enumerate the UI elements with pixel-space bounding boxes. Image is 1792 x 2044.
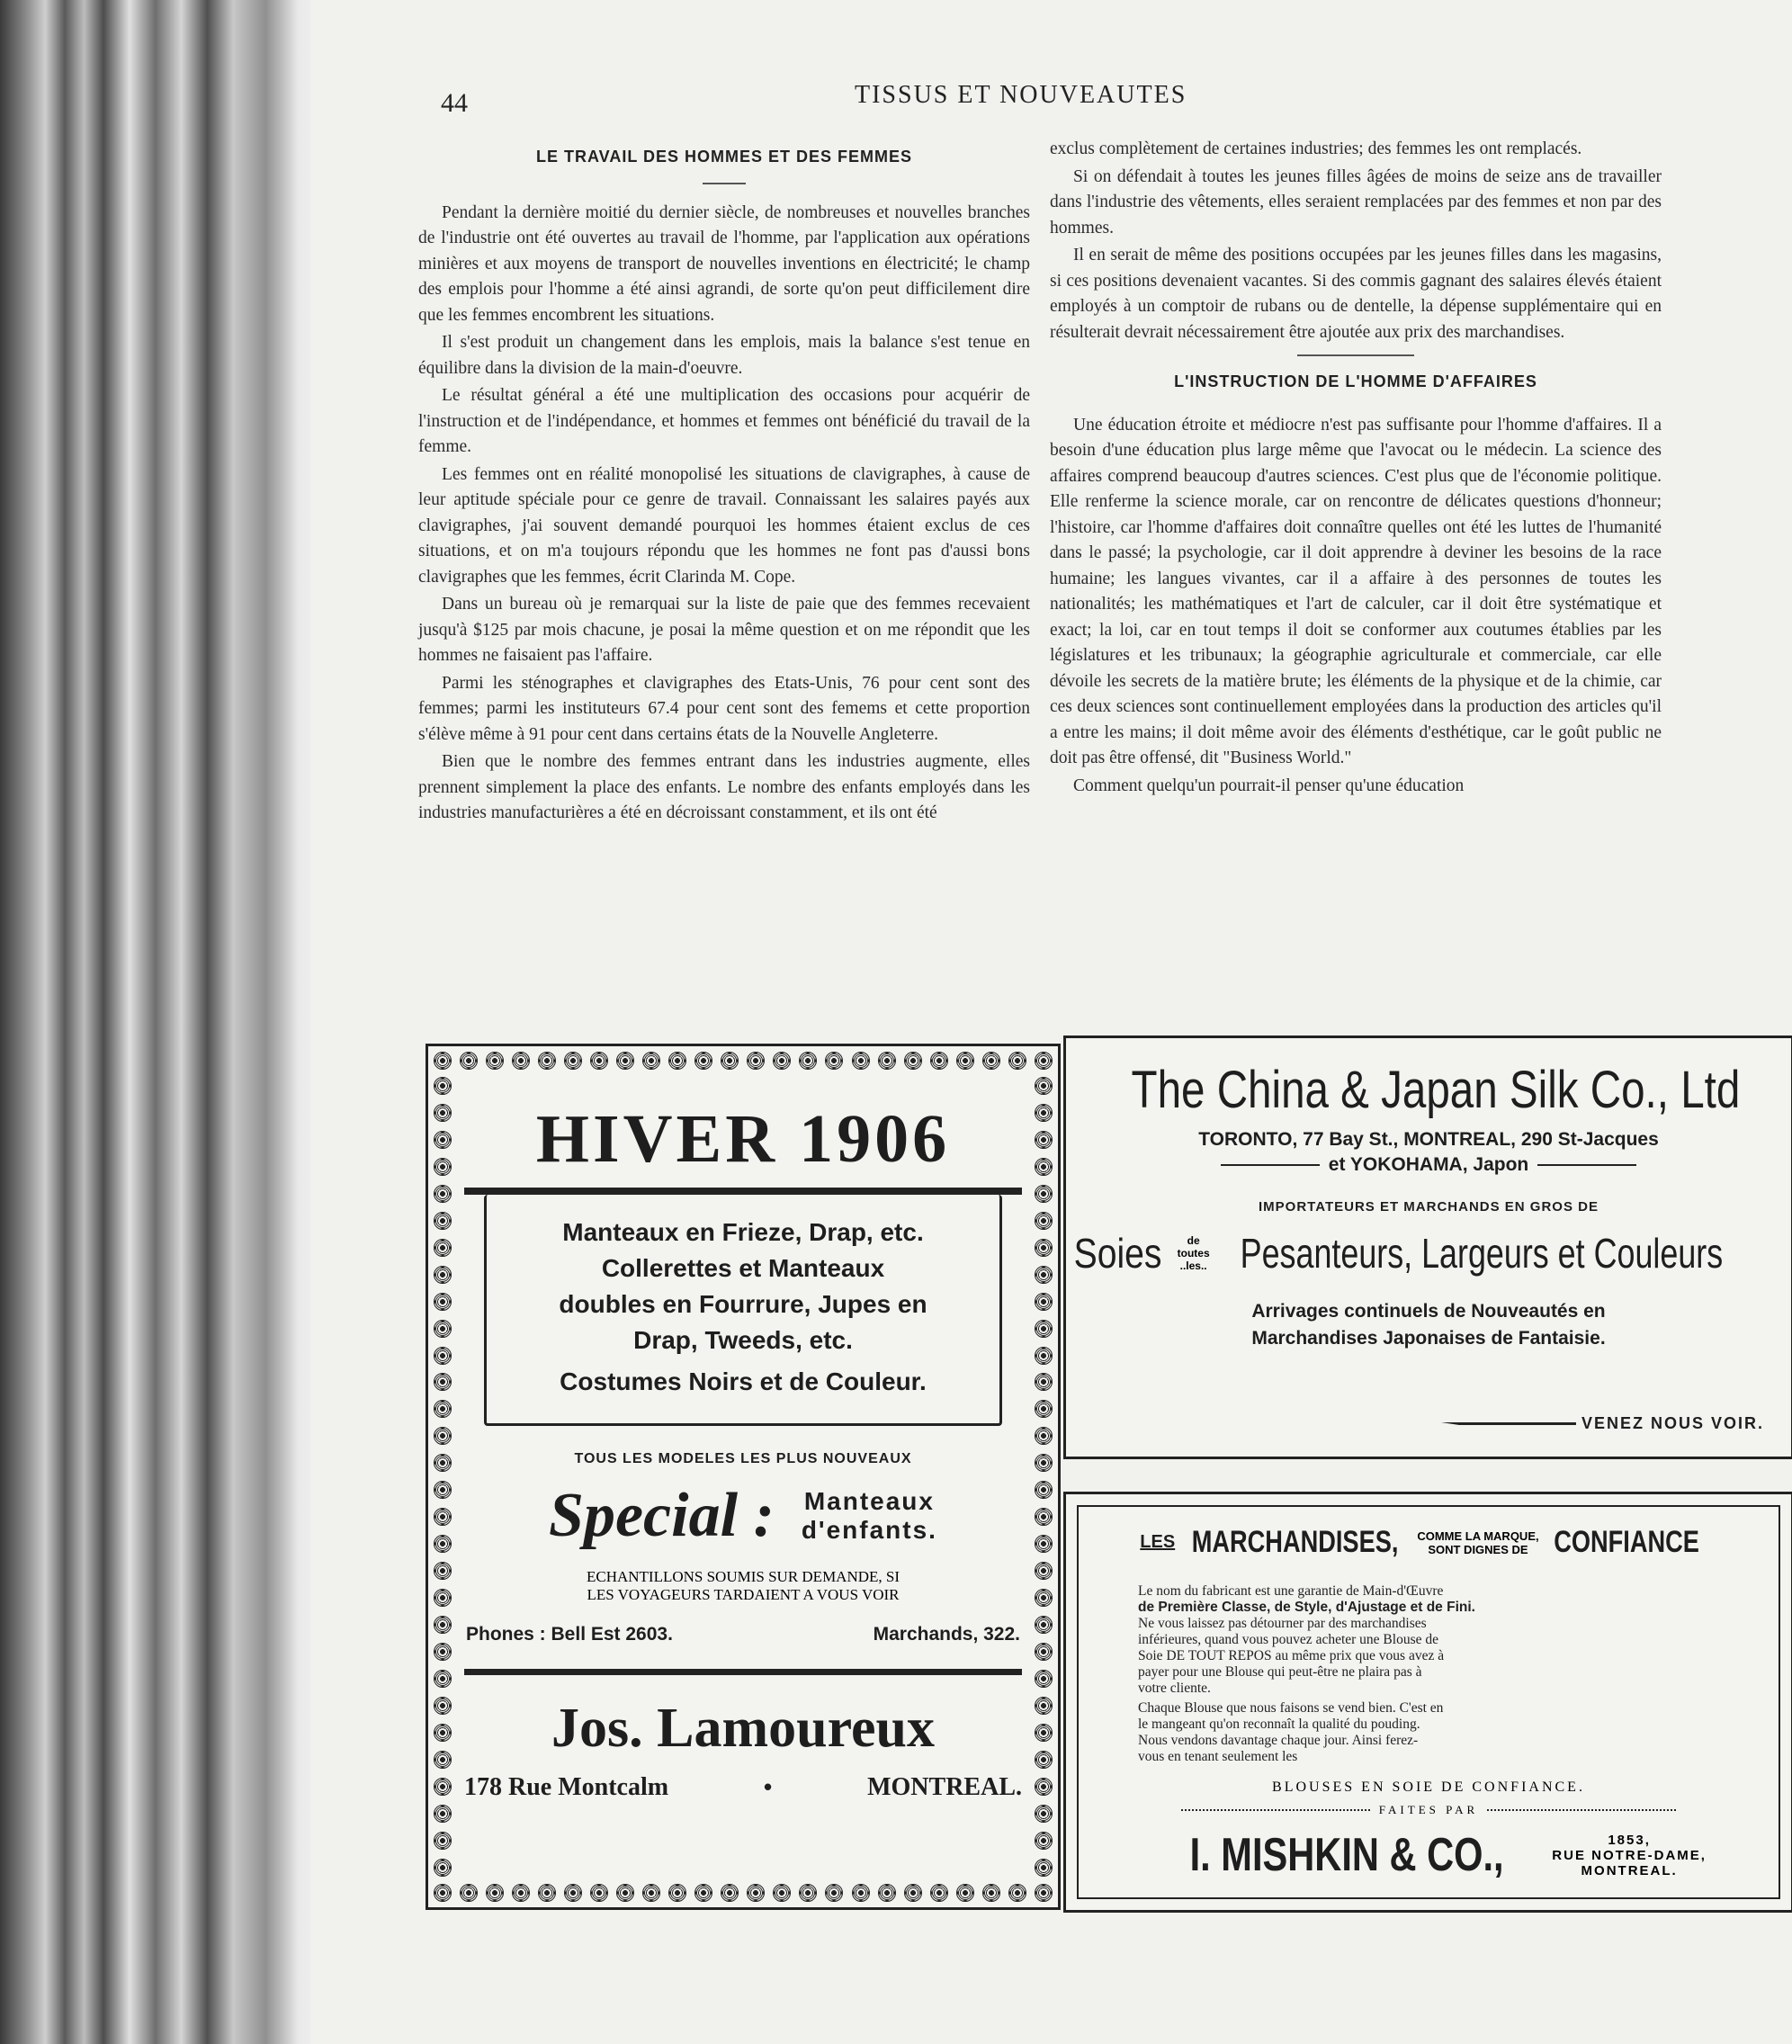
ring-ornament — [1035, 1832, 1053, 1850]
ring-ornament — [1035, 1077, 1053, 1095]
ring-ornament — [982, 1052, 1000, 1070]
samples-line: ECHANTILLONS SOUMIS SUR DEMANDE, SI — [586, 1568, 900, 1585]
body-line: le mangeant qu'on reconnaît la qualité du pouding. — [1138, 1717, 1420, 1732]
paragraph: Comment quelqu'un pourrait-il penser qu'une éducation — [1073, 775, 1465, 795]
ring-ornament — [956, 1884, 974, 1902]
ring-ornament — [434, 1751, 452, 1769]
ad-hiver-1906 — [426, 1044, 1061, 1910]
ring-ornament — [434, 1347, 452, 1365]
divider — [1537, 1164, 1636, 1166]
ring-ornament — [773, 1052, 791, 1070]
ad-title: HIVER 1906 — [535, 1101, 951, 1177]
paragraph: Parmi les sténographes et clavigraphes des Etats-Unis, 76 pour cent sont des femmes; parmi les instituteurs 67.4 pour cent sont des femems et cette proportion s'élève même à 91 pour cent dans certains états de la Nouvelle Angleterre. — [418, 673, 1030, 744]
address-line: RUE NOTRE-DAME, — [1552, 1847, 1707, 1863]
ad-tagline: TOUS LES MODELES LES PLUS NOUVEAUX — [574, 1451, 912, 1466]
ring-border-bottom — [434, 1884, 1053, 1902]
ring-ornament — [434, 1859, 452, 1877]
divider — [703, 183, 746, 184]
ring-ornament — [434, 1427, 452, 1445]
products-box — [484, 1195, 1002, 1426]
arrow-line — [1441, 1422, 1576, 1425]
ring-ornament — [747, 1052, 765, 1070]
ring-ornament — [721, 1884, 739, 1902]
ring-ornament — [1035, 1535, 1053, 1553]
ring-ornament — [668, 1052, 686, 1070]
ad-mishkin — [1063, 1492, 1792, 1913]
ring-ornament — [1035, 1131, 1053, 1149]
ring-ornament — [434, 1589, 452, 1607]
ring-ornament — [982, 1884, 1000, 1902]
divider — [464, 1188, 1022, 1195]
ring-ornament — [486, 1884, 504, 1902]
ring-ornament — [434, 1373, 452, 1391]
special-item: d'enfants. — [801, 1516, 937, 1544]
ring-ornament — [538, 1884, 556, 1902]
body-line: Nous vendons davantage chaque jour. Ainsi ferez- — [1138, 1733, 1419, 1748]
product-line: Drap, Tweeds, etc. — [633, 1326, 853, 1354]
page-number: 44 — [441, 88, 468, 118]
locations-line: TORONTO, 77 Bay St., MONTREAL, 290 St-Jacques — [1198, 1129, 1659, 1150]
ring-ornament — [512, 1884, 530, 1902]
body-line: payer pour une Blouse qui peut-être ne plaira pas à — [1138, 1664, 1422, 1680]
ring-ornament — [1035, 1212, 1053, 1230]
silk-varieties: Pesanteurs, Largeurs et Couleurs — [1240, 1230, 1724, 1277]
ring-ornament — [590, 1052, 608, 1070]
ring-ornament — [434, 1320, 452, 1338]
divider — [1297, 354, 1414, 356]
company-name: I. MISHKIN & CO., — [1189, 1829, 1504, 1881]
ring-ornament — [1035, 1589, 1053, 1607]
arrivals-line: Marchandises Japonaises de Fantaisie. — [1251, 1328, 1606, 1349]
paragraph: Le résultat général a été une multiplication des occasions pour acquérir de l'instruction et de l'indépendance, et hommes et femmes ont bénéficié du travail de la femme. — [418, 386, 1030, 456]
marchands-phone: Marchands, 322. — [873, 1624, 1020, 1645]
ring-ornament — [642, 1052, 660, 1070]
body-line: Ne vous laissez pas détourner par des marchandises — [1138, 1616, 1427, 1631]
merchant-city: MONTREAL. — [867, 1773, 1022, 1801]
ring-ornament — [1035, 1454, 1053, 1472]
right-column — [1050, 137, 1662, 801]
ring-ornament — [1035, 1481, 1053, 1499]
ring-ornament — [434, 1400, 452, 1418]
ring-ornament — [852, 1884, 870, 1902]
les-word: ..les.. — [1179, 1260, 1207, 1272]
ring-ornament — [564, 1884, 582, 1902]
body-line: Le nom du fabricant est une garantie de Main-d'Œuvre — [1138, 1583, 1444, 1599]
address-line: MONTREAL. — [1581, 1862, 1678, 1878]
ring-ornament — [434, 1805, 452, 1823]
ring-ornament — [904, 1884, 922, 1902]
ring-ornament — [825, 1052, 843, 1070]
ring-ornament — [852, 1052, 870, 1070]
body-line: de Première Classe, de Style, d'Ajustage et de Fini. — [1138, 1600, 1475, 1615]
ring-ornament — [434, 1643, 452, 1661]
ring-ornament — [434, 1239, 452, 1257]
visit-us: VENEZ NOUS VOIR. — [1581, 1414, 1764, 1432]
ring-ornament — [1035, 1884, 1053, 1902]
ring-ornament — [434, 1481, 452, 1499]
ring-ornament — [1035, 1751, 1053, 1769]
ring-ornament — [434, 1670, 452, 1688]
body-line: Chaque Blouse que nous faisons se vend bien. C'est en — [1138, 1700, 1444, 1716]
ring-ornament — [434, 1052, 452, 1070]
product-line: Costumes Noirs et de Couleur. — [560, 1367, 927, 1395]
ring-ornament — [434, 1293, 452, 1311]
ring-ornament — [434, 1616, 452, 1634]
paragraph: Il s'est produit un changement dans les emplois, mais la balance s'est tenue en équilibre dans la division de la main-d'oeuvre. — [418, 333, 1030, 378]
ring-ornament — [434, 1077, 452, 1095]
ring-ornament — [1035, 1859, 1053, 1877]
book-page-edges — [0, 0, 324, 2044]
paragraph: Bien que le nombre des femmes entrant dans les industries augmente, elles prennent simplement la place des enfants. Le nombre des enfants employés dans les industries manufacturières a été en décroissant constamment, et ils ont été — [418, 752, 1030, 822]
paragraph: Pendant la dernière moitié du dernier siècle, de nombreuses et nouvelles branches de l'industrie ont été ouvertes au travail de l'homme, par l'application aux opérations minières et aux moyens de transport de nouvelles inventions en électricité; le champ des emplois pour l'homme a été ainsi agrandi, de sorte qu'on peut difficilement dire que les femmes encombrent les situations. — [418, 202, 1030, 325]
divider — [464, 1669, 1022, 1675]
ring-ornament — [616, 1052, 634, 1070]
de-toutes: de toutes — [1177, 1234, 1210, 1260]
ring-ornament — [434, 1508, 452, 1526]
merchant-name: Jos. Lamoureux — [551, 1698, 935, 1759]
ring-ornament — [642, 1884, 660, 1902]
ring-ornament — [1035, 1670, 1053, 1688]
ring-ornament — [878, 1884, 896, 1902]
ring-ornament — [434, 1562, 452, 1580]
ring-ornament — [434, 1454, 452, 1472]
ring-ornament — [1035, 1320, 1053, 1338]
body-line: inférieures, quand vous pouvez acheter une Blouse de — [1138, 1632, 1438, 1647]
divider — [1221, 1164, 1320, 1166]
ring-ornament — [1035, 1400, 1053, 1418]
ring-ornament — [1035, 1697, 1053, 1715]
ring-ornament — [590, 1884, 608, 1902]
ring-ornament — [694, 1052, 712, 1070]
ring-ornament — [1035, 1805, 1053, 1823]
paragraph: Une éducation étroite et médiocre n'est pas suffisante pour l'homme d'affaires. Il a besoin d'une éducation plus large même que l'avocat ou le médecin. La science des affaires comprend beaucoup d'autres sciences. C'est plus que de l'économie politique. Elle renferme la science morale, car on rencontre de délicates questions d'honneur; l'histoire, car l'homme d'affaires doit connaître quelles ont été les luttes de l'humanité dans le passé; la psychologie, car il doit apprendre à deviner les besoins de la race humaine; les langues vivantes, car il a affaire à des personnes de toutes les nationalités; les mathématiques et l'art de calculer, car il doit être systématique et exact; la loi, car en tout temps il doit se conformer aux coutumes établies par les législatures et les tribunaux; la géographie agriculturale et commerciale, car elle dévoile les secrets de la matière brute; les éléments de la physique et de la chimie, car ces deux sciences sont continuellement employées dans la production des articles qu'il a entre les mains; il doit même avoir des éléments d'esthétique, car le goût public ne doit pas être offensé, dit "Business World." — [1050, 415, 1662, 767]
product-line: Collerettes et Manteaux — [601, 1254, 885, 1282]
left-column — [418, 144, 1030, 829]
ring-border-top — [434, 1052, 1053, 1070]
body-line: Soie DE TOUT REPOS au même prix que vous avez à — [1138, 1648, 1445, 1663]
ring-ornament — [616, 1884, 634, 1902]
product-line: Manteaux en Frieze, Drap, etc. — [562, 1218, 924, 1246]
ring-ornament — [460, 1884, 478, 1902]
marchandises-word: MARCHANDISES, — [1191, 1525, 1399, 1559]
ring-ornament — [878, 1052, 896, 1070]
ring-ornament — [512, 1052, 530, 1070]
ring-ornament — [721, 1052, 739, 1070]
ring-ornament — [747, 1884, 765, 1902]
ring-ornament — [434, 1724, 452, 1742]
ring-ornament — [799, 1884, 817, 1902]
ring-border-right — [1035, 1077, 1053, 1877]
ring-ornament — [434, 1158, 452, 1176]
phones: Phones : Bell Est 2603. — [466, 1624, 673, 1645]
ring-ornament — [904, 1052, 922, 1070]
importers-line: IMPORTATEURS ET MARCHANDS EN GROS DE — [1259, 1199, 1599, 1215]
ring-ornament — [668, 1884, 686, 1902]
ring-ornament — [1035, 1293, 1053, 1311]
ring-ornament — [1035, 1643, 1053, 1661]
ring-ornament — [1035, 1266, 1053, 1284]
ring-ornament — [1035, 1373, 1053, 1391]
ring-ornament — [1035, 1724, 1053, 1742]
ring-ornament — [460, 1052, 478, 1070]
ring-ornament — [538, 1052, 556, 1070]
comme-line: COMME LA MARQUE, — [1417, 1529, 1539, 1543]
ring-ornament — [1008, 1884, 1026, 1902]
ring-ornament — [564, 1052, 582, 1070]
ring-ornament — [1008, 1052, 1026, 1070]
ring-ornament — [694, 1884, 712, 1902]
page — [310, 0, 1792, 2044]
ring-ornament — [434, 1884, 452, 1902]
ad-china-japan-silk — [1063, 1035, 1792, 1459]
article-title-instruction: L'INSTRUCTION DE L'HOMME D'AFFAIRES — [1174, 372, 1537, 390]
body-line: votre cliente. — [1138, 1681, 1211, 1696]
bullet: • — [764, 1773, 773, 1800]
ring-ornament — [930, 1052, 948, 1070]
body-line: vous en tenant seulement les — [1138, 1749, 1298, 1764]
ring-ornament — [434, 1212, 452, 1230]
merchant-address: 178 Rue Montcalm — [464, 1773, 669, 1801]
ring-ornament — [1035, 1508, 1053, 1526]
ring-ornament — [434, 1697, 452, 1715]
blouses-line: BLOUSES EN SOIE DE CONFIANCE. — [1272, 1780, 1585, 1795]
soies-word: Soies — [1073, 1230, 1162, 1277]
ring-ornament — [773, 1884, 791, 1902]
ring-ornament — [825, 1884, 843, 1902]
samples-line: LES VOYAGEURS TARDAIENT A VOUS VOIR — [587, 1586, 900, 1603]
special-label: Special : — [549, 1481, 775, 1550]
company-title: The China & Japan Silk Co., Ltd — [1131, 1061, 1741, 1119]
special-item: Manteaux — [803, 1487, 935, 1515]
ring-ornament — [486, 1052, 504, 1070]
product-line: doubles en Fourrure, Jupes en — [559, 1290, 927, 1318]
confiance-word: CONFIANCE — [1553, 1525, 1699, 1559]
faites-par: FAITES PAR — [1378, 1803, 1479, 1816]
ring-ornament — [1035, 1616, 1053, 1634]
paragraph: Dans un bureau où je remarquai sur la liste de paie que des femmes recevaient jusqu'à $125 par mois chacune, je posai la même question et on me répondit que les hommes ne faisaient pas l'affaire. — [418, 595, 1030, 665]
locations-line: et YOKOHAMA, Japon — [1328, 1154, 1529, 1175]
ring-ornament — [1035, 1052, 1053, 1070]
ring-ornament — [434, 1535, 452, 1553]
ring-border-left — [434, 1077, 452, 1877]
ring-ornament — [434, 1266, 452, 1284]
article-title-travail: LE TRAVAIL DES HOMMES ET DES FEMMES — [535, 148, 913, 166]
comme-line: SONT DIGNES DE — [1428, 1542, 1528, 1556]
ring-ornament — [1035, 1778, 1053, 1796]
les-word: LES — [1140, 1532, 1176, 1552]
ring-ornament — [1035, 1427, 1053, 1445]
ring-ornament — [1035, 1104, 1053, 1122]
ring-ornament — [956, 1052, 974, 1070]
ring-ornament — [434, 1131, 452, 1149]
paragraph: exclus complètement de certaines industries; des femmes les ont remplacés. — [1050, 139, 1582, 158]
ring-ornament — [1035, 1158, 1053, 1176]
ring-ornament — [434, 1778, 452, 1796]
paragraph: Les femmes ont en réalité monopolisé les situations de clavigraphes, à cause de leur aptitude spéciale pour ce genre de travail. Connaissant les salaires payés aux clavigraphes, j'ai souvent demandé pourquoi les hommes étaient exclus de ces situations, et on m'a toujours répondu que les hommes ne font pas d'aussi bons clavigraphes que les femmes, écrit Clarinda M. Cope. — [418, 464, 1030, 587]
ring-ornament — [1035, 1347, 1053, 1365]
paragraph: Il en serait de même des positions occupées par les jeunes filles dans les magasins, si ces positions devenaient vacantes. Si des commis gagnant des salaires élevés étaient employés à un comptoir de rubans ou de dentelle, la dépense supplémentaire qui en résulterait devrait nécessairement être ajoutée aux prix des marchandises. — [1050, 246, 1662, 342]
paragraph: Si on défendait à toutes les jeunes filles âgées de moins de seize ans de travailler dans l'industrie des vêtements, elles seraient remplacées par des femmes et non par des hommes. — [1050, 166, 1662, 238]
ring-ornament — [434, 1185, 452, 1203]
ring-ornament — [434, 1832, 452, 1850]
ring-ornament — [930, 1884, 948, 1902]
ring-ornament — [434, 1104, 452, 1122]
ring-ornament — [1035, 1239, 1053, 1257]
arrivals-line: Arrivages continuels de Nouveautés en — [1251, 1301, 1606, 1322]
ring-ornament — [799, 1052, 817, 1070]
ring-ornament — [1035, 1562, 1053, 1580]
address-line: 1853, — [1608, 1832, 1651, 1848]
ring-ornament — [1035, 1185, 1053, 1203]
running-title: TISSUS ET NOUVEAUTES — [855, 81, 1187, 109]
